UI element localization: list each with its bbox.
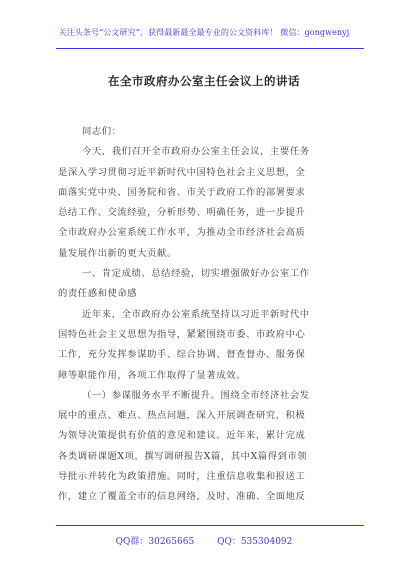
salutation: 同志们： [82, 126, 122, 137]
paragraph-line: 各类调研课题X项，撰写调研报告X篇，其中X篇得到市领 [58, 450, 308, 462]
paragraph-line: 面落实党中央、国务院和省、市关于政府工作的部署要求 [58, 186, 306, 198]
paragraph-line: 总结工作、交流经验，分析形势、明确任务，进一步提升 [58, 207, 306, 219]
contact-footer [0, 534, 408, 547]
paragraph-line: （一）参谋服务水平不断提升。围绕全市经济社会发 [82, 389, 310, 401]
paragraph-line: 今天，我们召开全市政府办公室主任会议，主要任务 [82, 146, 310, 158]
paragraph-line: 量发展作出新的更大贡献。 [58, 247, 177, 259]
footer-divider [56, 525, 364, 526]
paragraph-line: 为领导决策提供有价值的意见和建议。近年来，累计完成 [58, 430, 306, 442]
paragraph-line: 导批示并转化为政策措施。同时，注重信息收集和报送工 [58, 471, 306, 483]
qq-group-number: QQ群：30265665 [115, 537, 195, 547]
paragraph-line: 近年来，全市政府办公室系统坚持以习近平新时代中 [82, 308, 310, 320]
promo-banner: 关注头条号“公文研究”，获得最新最全最专业的公文资料库！ 微信：gongwenyj [58, 28, 350, 37]
paragraph-line: 国特色社会主义思想为指导，紧紧围绕市委、市政府中心 [58, 328, 306, 340]
paragraph-line: 是深入学习贯彻习近平新时代中国特色社会主义思想，全 [58, 166, 306, 178]
paragraph-line: 工作，充分发挥参谋助手、综合协调、督查督办、服务保 [58, 349, 306, 361]
document-title: 在全市政府办公室主任会议上的讲话 [108, 74, 300, 88]
paragraph-line: 作，建立了覆盖全市的信息网络，及时、准确、全面地反 [58, 491, 306, 503]
section-heading-line: 的责任感和使命感 [58, 288, 138, 300]
section-heading-line: 一、肯定成绩、总结经验，切实增强做好办公室工作 [82, 268, 310, 280]
paragraph-line: 展中的重点、难点、热点问题，深入开展调查研究，积极 [58, 410, 306, 422]
paragraph-line: 障等职能作用，各项工作取得了显著成效。 [58, 369, 247, 381]
qq-number: QQ：535304092 [217, 537, 293, 547]
document-body [58, 122, 362, 508]
header-divider [56, 48, 364, 49]
paragraph-line: 全市政府办公室系统工作水平，为推动全市经济社会高质 [58, 227, 306, 239]
